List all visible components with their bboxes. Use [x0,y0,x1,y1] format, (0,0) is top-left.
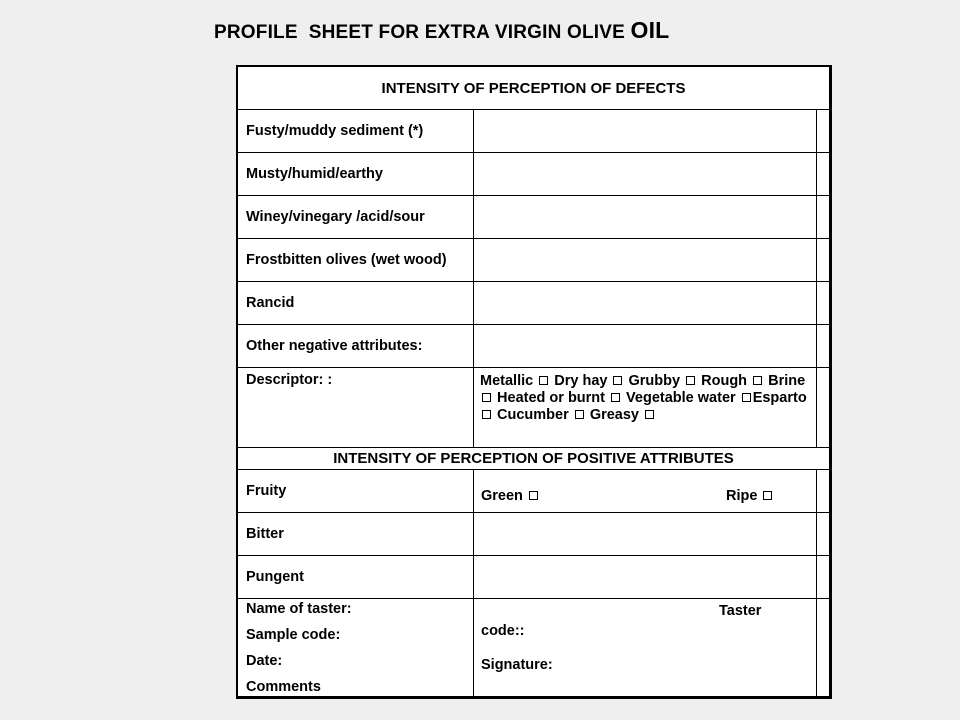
checkbox-green[interactable] [529,491,538,500]
defect-intensity-field[interactable] [474,325,817,367]
fruity-row [238,470,829,513]
checkbox-cucumber[interactable] [575,410,584,419]
taster-code-label-line2: code:: [481,623,525,639]
descriptor-grubby: Grubby [628,373,681,389]
sample-code-label: Sample code: [246,627,341,643]
defect-intensity-field[interactable] [474,153,817,195]
checkbox-brine[interactable] [482,393,491,402]
page-title [214,17,669,44]
title-text: PROFILE SHEET FOR EXTRA VIRGIN OLIVE [214,22,631,43]
checkbox-vegetable-water[interactable] [742,393,751,402]
defect-label: Other negative attributes: [238,325,474,367]
signature-label: Signature: [481,657,553,673]
descriptor-cucumber: Cucumber [497,407,569,423]
descriptor-heated-burnt: Heated or burnt [497,390,605,406]
defects-heading [238,67,829,110]
date-label: Date: [246,653,283,669]
descriptor-vegetable-water: Vegetable water [626,390,736,406]
descriptor-brine: Brine [768,373,806,389]
green-label: Green [481,488,523,504]
descriptor-dry-hay: Dry hay [554,373,608,389]
checkbox-ripe[interactable] [763,491,772,500]
defect-row-rancid [238,282,829,325]
defect-label: Musty/humid/earthy [238,153,474,195]
ripe-label: Ripe [726,488,758,504]
defect-row-other [238,325,829,368]
green-option [481,488,540,504]
defect-label: Rancid [238,282,474,324]
descriptor-greasy: Greasy [589,407,639,423]
checkbox-dry-hay[interactable] [613,376,622,385]
taster-code-label-line1: Taster [719,603,762,619]
pungent-intensity-field[interactable] [474,556,817,598]
bitter-label: Bitter [238,513,474,555]
title-last-word: OIL [630,17,670,43]
descriptor-options [474,368,817,447]
defect-intensity-field[interactable] [474,239,817,281]
defect-intensity-field[interactable] [474,110,817,152]
descriptor-label: Descriptor: : [238,368,474,447]
defect-row-fusty [238,110,829,153]
profile-sheet [236,65,832,699]
checkbox-greasy[interactable] [645,410,654,419]
defects-heading-text: INTENSITY OF PERCEPTION OF DEFECTS [381,79,686,97]
defect-row-winey [238,196,829,239]
checkbox-rough[interactable] [753,376,762,385]
defect-row-musty [238,153,829,196]
defect-label: Frostbitten olives (wet wood) [238,239,474,281]
taster-code-signature-area[interactable] [474,599,817,696]
positive-heading [238,448,829,470]
fruity-options [474,470,817,512]
checkbox-esparto[interactable] [482,410,491,419]
fruity-label: Fruity [238,470,474,512]
ripe-option [726,488,774,504]
bitter-intensity-field[interactable] [474,513,817,555]
descriptor-rough: Rough [701,373,748,389]
descriptor-row [238,368,829,448]
defect-label: Winey/vinegary /acid/sour [238,196,474,238]
descriptor-metallic: Metallic [480,373,534,389]
descriptor-esparto: Esparto [752,390,807,406]
pungent-label: Pungent [238,556,474,598]
checkbox-heated-burnt[interactable] [611,393,620,402]
name-of-taster-label: Name of taster: [246,601,352,617]
bitter-row [238,513,829,556]
defect-intensity-field[interactable] [474,282,817,324]
defect-intensity-field[interactable] [474,196,817,238]
comments-label: Comments [246,679,321,695]
taster-info-row [238,599,829,696]
checkbox-metallic[interactable] [539,376,548,385]
taster-info-labels [238,599,474,696]
positive-heading-text: INTENSITY OF PERCEPTION OF POSITIVE ATTRIBUTES [333,450,734,467]
defect-row-frostbitten [238,239,829,282]
pungent-row [238,556,829,599]
checkbox-grubby[interactable] [686,376,695,385]
defect-label: Fusty/muddy sediment (*) [238,110,474,152]
